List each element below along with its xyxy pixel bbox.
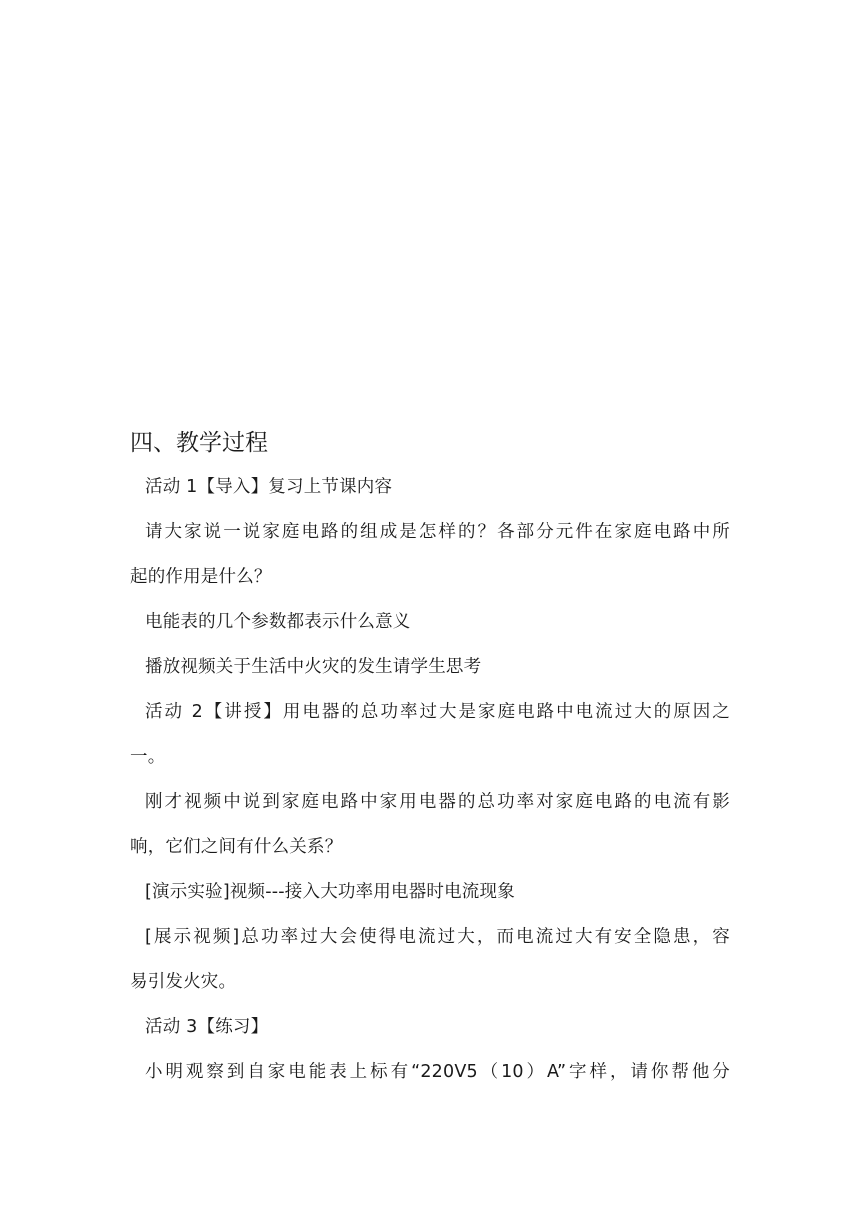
paragraph-line: 活动 1【导入】复习上节课内容 (145, 477, 393, 497)
paragraph-line: 请大家说一说家庭电路的组成是怎样的？各部分元件在家庭电路中所 (145, 522, 730, 542)
paragraph-line: 一。 (130, 747, 166, 767)
paragraph-line: [展示视频]总功率过大会使得电流过大，而电流过大有安全隐患，容 (145, 927, 730, 947)
paragraph-line: 起的作用是什么？ (130, 567, 272, 587)
paragraph-line: 活动 2【讲授】用电器的总功率过大是家庭电路中电流过大的原因之 (145, 702, 730, 722)
document-page (130, 0, 730, 1216)
paragraph-activity-3 (130, 1005, 730, 1050)
section-heading: 四、教学过程 (130, 430, 268, 456)
paragraph-activity-2 (130, 690, 730, 780)
paragraph-line: [演示实验]视频---接入大功率用电器时电流现象 (145, 882, 515, 902)
paragraph-power-current (130, 780, 730, 870)
paragraph-show-video (130, 915, 730, 1005)
paragraph-line: 易引发火灾。 (130, 972, 237, 992)
paragraph-demo-experiment (130, 870, 730, 915)
paragraph-line: 活动 3【练习】 (145, 1017, 269, 1037)
paragraph-review-question (130, 510, 730, 600)
paragraph-activity-1 (130, 465, 730, 510)
paragraph-meter-exercise (130, 1050, 730, 1095)
paragraph-video-fire (130, 645, 730, 690)
paragraph-line: 电能表的几个参数都表示什么意义 (145, 612, 411, 632)
paragraph-meter-parameters (130, 600, 730, 645)
paragraph-line: 播放视频关于生活中火灾的发生请学生思考 (145, 657, 482, 677)
paragraph-line: 刚才视频中说到家庭电路中家用电器的总功率对家庭电路的电流有影 (145, 792, 730, 812)
paragraph-line: 小明观察到自家电能表上标有“220V5（10）A”字样，请你帮他分 (145, 1062, 730, 1082)
paragraph-line: 响，它们之间有什么关系？ (130, 837, 343, 857)
